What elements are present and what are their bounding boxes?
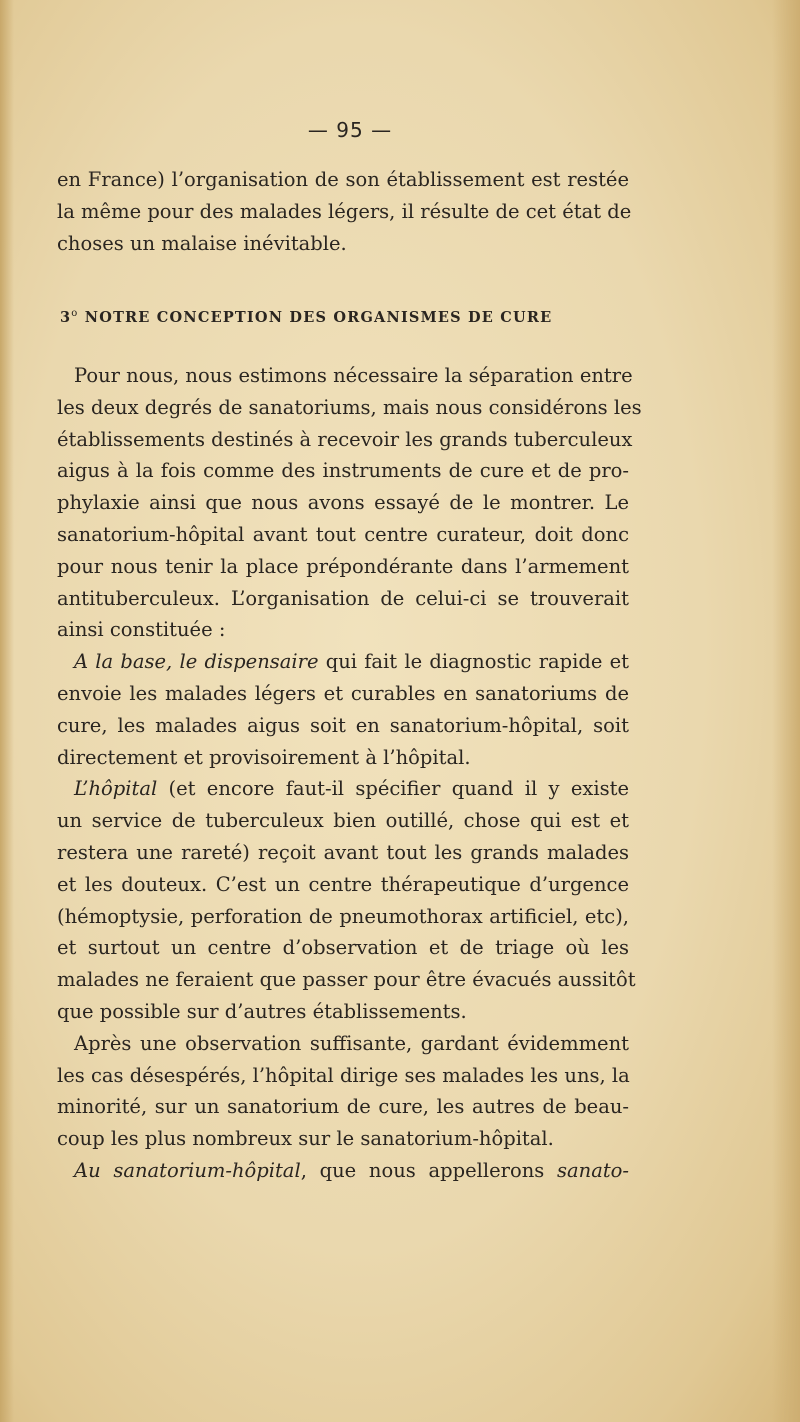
page-edge-shadow-left	[0, 0, 14, 1422]
text-line: cure, les malades aigus soit en sanatorium-hôpital, soit	[57, 713, 629, 737]
section-title: NOTRE CONCEPTION DES ORGANISMES DE CURE	[84, 309, 553, 326]
text-line: choses un malaise inévitable.	[57, 231, 347, 255]
text-run: qui fait le diagnostic rapide et	[318, 650, 629, 674]
text-line: pour nous tenir la place prépondérante dans l’armement	[57, 554, 629, 578]
paragraph-continuation	[57, 164, 632, 259]
text-line: établissements destinés à recevoir les grands tuberculeux	[57, 427, 633, 451]
text-line: aigus à la fois comme des instruments de cure et de pro-	[57, 459, 629, 483]
italic-term-sanatorium-hopital: Au sanatorium-hôpital	[74, 1158, 301, 1182]
text-line: ainsi constituée :	[57, 618, 226, 642]
text-run: , que nous appellerons	[300, 1158, 558, 1182]
text-line: les cas désespérés, l’hôpital dirige ses malades les uns, la	[57, 1063, 630, 1087]
text-line: restera une rareté) reçoit avant tout les grands malades	[57, 840, 629, 864]
text-line	[57, 646, 629, 678]
text-line: la même pour des malades légers, il résulte de cet état de	[57, 199, 632, 223]
section-heading	[60, 308, 620, 326]
text-line: minorité, sur un sanatorium de cure, les autres de beau-	[57, 1095, 629, 1119]
text-line: phylaxie ainsi que nous avons essayé de le montrer. Le	[57, 491, 629, 515]
text-line: et les douteux. C’est un centre thérapeutique d’urgence	[57, 872, 629, 896]
text-run: (et encore faut-il spécifier quand il y existe	[157, 777, 629, 801]
italic-term-sanato: sanato-	[557, 1158, 629, 1182]
section-number-ordinal: o	[71, 308, 79, 319]
text-line: Après une observation suffisante, gardant évidemment	[74, 1031, 629, 1055]
text-line	[57, 1155, 629, 1187]
text-line: un service de tuberculeux bien outillé, chose qui est et	[57, 809, 629, 833]
text-line: et surtout un centre d’observation et de triage où les	[57, 936, 629, 960]
text-line: que possible sur d’autres établissements.	[57, 999, 467, 1023]
text-line: (hémoptysie, perforation de pneumothorax artificiel, etc),	[57, 904, 629, 928]
text-line: sanatorium-hôpital avant tout centre curateur, doit donc	[57, 522, 629, 546]
page-edge-shadow-right	[772, 0, 800, 1422]
text-line: les deux degrés de sanatoriums, mais nous considérons les	[57, 395, 642, 419]
italic-term-dispensaire: A la base, le dispensaire	[74, 650, 319, 674]
text-line: antituberculeux. L’organisation de celui-ci se trouverait	[57, 586, 629, 610]
paragraph-conception	[57, 360, 642, 1187]
text-line: malades ne feraient que passer pour être évacués aussitôt	[57, 968, 636, 992]
text-line	[57, 773, 629, 805]
section-number: 3	[60, 309, 72, 326]
text-line: en France) l’organisation de son établissement est restée	[57, 168, 629, 191]
text-line: directement et provisoirement à l’hôpital.	[57, 745, 471, 769]
text-line: coup les plus nombreux sur le sanatorium-hôpital.	[57, 1127, 554, 1151]
text-line: Pour nous, nous estimons nécessaire la séparation entre	[74, 364, 633, 387]
italic-term-hopital: L’hôpital	[74, 777, 158, 801]
page-number: — 95 —	[307, 118, 393, 142]
text-line: envoie les malades légers et curables en sanatoriums de	[57, 681, 629, 705]
